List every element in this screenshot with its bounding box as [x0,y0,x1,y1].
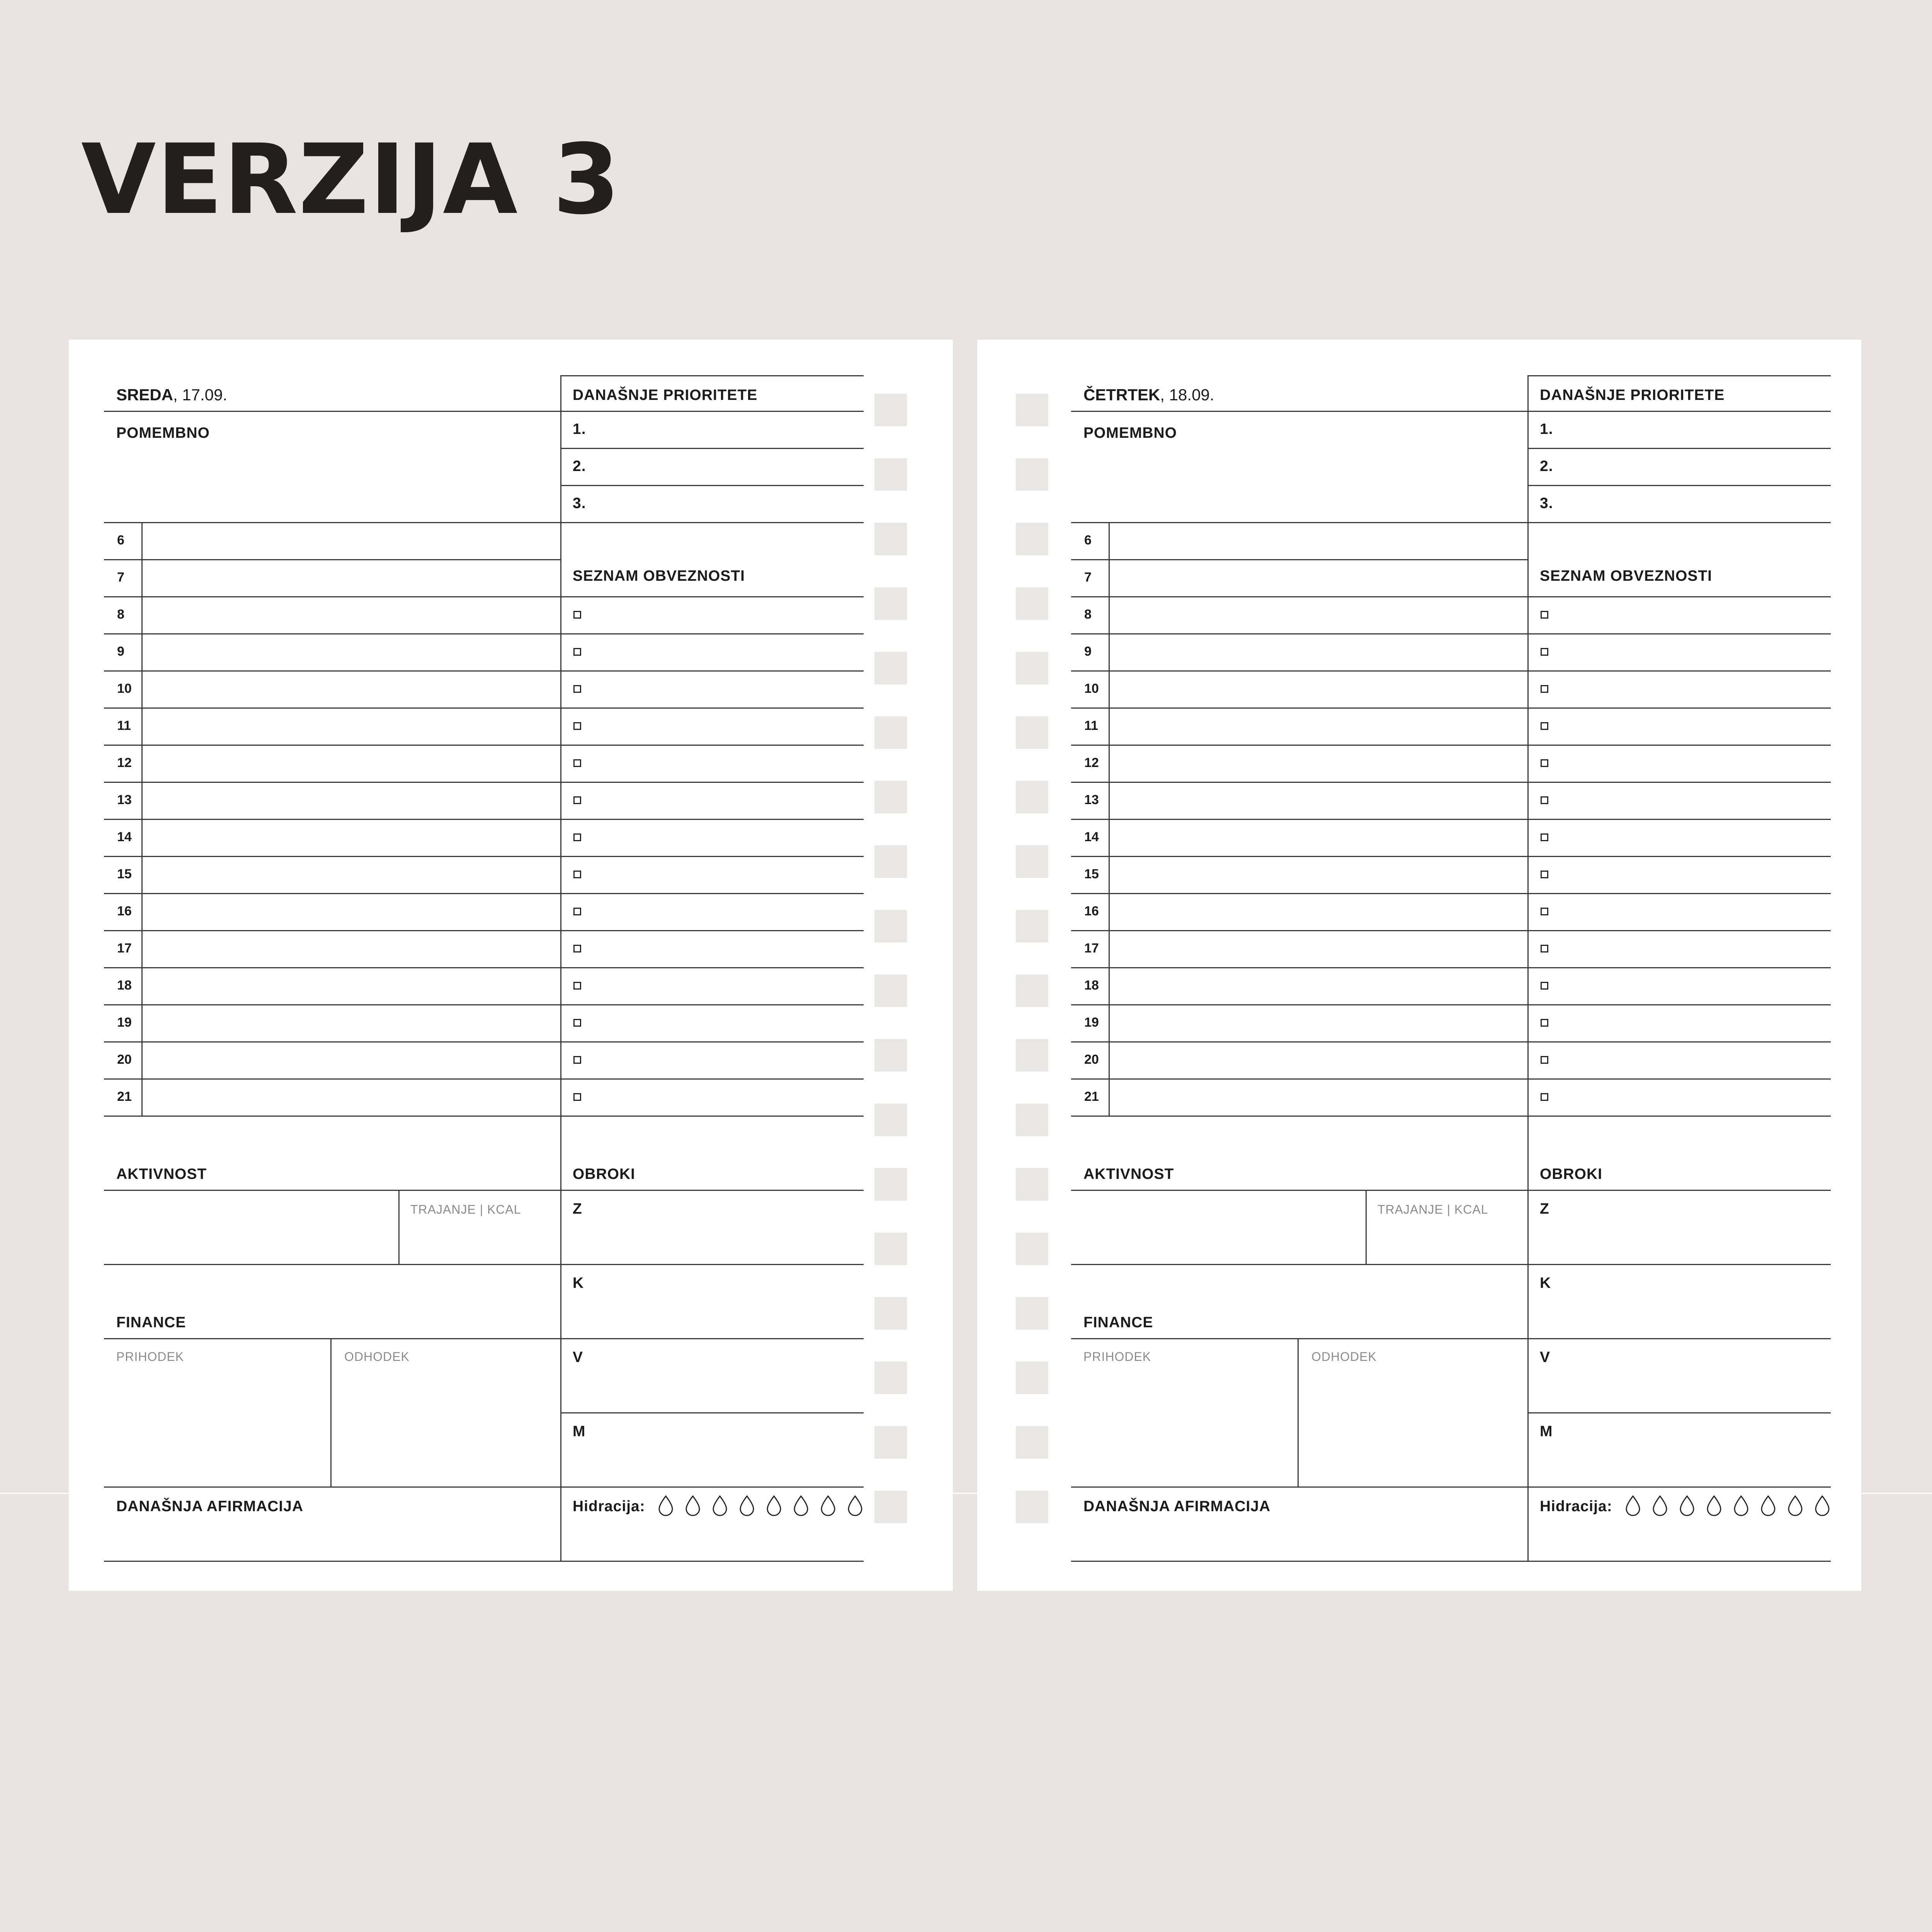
todo-checkbox[interactable] [1541,611,1548,619]
income-label: PRIHODEK [116,1350,184,1364]
schedule-row-line [104,856,560,857]
todo-rule [560,670,864,672]
schedule-row-line [104,1078,560,1080]
priority-number: 3. [1540,495,1553,512]
todo-rule [560,782,864,783]
water-drop-icon[interactable] [1759,1495,1777,1517]
todo-rule [1527,1078,1831,1080]
schedule-row-line [1071,1078,1527,1080]
water-drop-icon[interactable] [711,1495,729,1517]
schedule-row-line [1071,559,1527,560]
todo-rule [1527,670,1831,672]
hour-label: 11 [117,718,131,733]
schedule-row-line [104,1004,560,1005]
todo-rule [1527,856,1831,857]
hour-label: 13 [117,793,132,807]
activity-divider [1366,1190,1367,1264]
todo-checkbox[interactable] [1541,722,1548,730]
hour-label: 12 [117,755,132,770]
todo-rule [560,893,864,894]
todo-rule [560,633,864,634]
schedule-row-line [1071,707,1527,709]
schedule-top-rule [104,522,864,523]
planner-page-thursday [977,340,1861,1591]
todo-checkbox[interactable] [573,759,581,767]
date-heading [116,387,227,403]
hour-label: 8 [117,607,124,622]
binder-tab [1016,716,1048,749]
hour-label: 17 [1084,941,1099,956]
todo-rule [560,819,864,820]
priority-number: 3. [573,495,586,512]
affirmation-rule [104,1486,864,1488]
meal-label: Z [1540,1201,1549,1217]
priority-rule [560,485,864,486]
finance-divider [1298,1338,1299,1486]
schedule-row-line [1071,596,1527,597]
binder-tab [874,845,907,878]
schedule-row-line [1071,1041,1527,1043]
todo-checkbox[interactable] [573,833,581,841]
hour-label: 7 [1084,570,1092,585]
date: , 18.09. [1160,386,1214,404]
hour-label: 16 [117,904,132,918]
finance-divider [330,1338,332,1486]
todo-checkbox[interactable] [573,1056,581,1064]
todo-checkbox[interactable] [573,871,581,878]
binder-tab [874,587,907,620]
todo-rule [1527,1116,1831,1117]
income-label: PRIHODEK [1083,1350,1151,1364]
todo-rule [1527,782,1831,783]
schedule-row-line [1071,670,1527,672]
water-drop-icon[interactable] [738,1495,756,1517]
binder-tab [874,1491,907,1523]
todo-checkbox[interactable] [573,945,581,952]
binder-tab [1016,1039,1048,1071]
hour-label: 18 [117,978,132,993]
schedule-row-line [104,819,560,820]
todo-rule [1527,596,1831,597]
todo-rule [560,1004,864,1005]
todo-checkbox[interactable] [573,796,581,804]
hour-label: 9 [1084,644,1092,659]
hour-label: 6 [1084,533,1092,548]
finance-rule [1071,1338,1831,1339]
important-label: POMEMBNO [116,425,210,441]
affirmation-rule [1071,1486,1831,1488]
schedule-row-line [1071,856,1527,857]
binder-tabs [1016,394,1048,1565]
water-drop-icon[interactable] [657,1495,675,1517]
priority-rule [1527,485,1831,486]
hour-label: 18 [1084,978,1099,993]
water-drop-icon[interactable] [1624,1495,1642,1517]
schedule-row-line [1071,893,1527,894]
binder-tab [1016,1362,1048,1394]
water-drop-icon[interactable] [1651,1495,1669,1517]
hour-label: 19 [117,1015,132,1030]
binder-tab [1016,910,1048,942]
hour-label: 10 [1084,681,1099,696]
priority-number: 1. [1540,421,1553,437]
water-drop-icon[interactable] [1678,1495,1696,1517]
binder-tab [1016,1426,1048,1459]
hour-label: 19 [1084,1015,1099,1030]
priority-number: 2. [573,458,586,474]
todo-checkbox[interactable] [1541,833,1548,841]
meal-label: Z [573,1201,582,1217]
todo-checkbox[interactable] [573,908,581,915]
priority-rule [560,448,864,449]
todo-checkbox[interactable] [1541,982,1548,990]
water-drop-icon[interactable] [1813,1495,1831,1517]
hour-label: 8 [1084,607,1092,622]
binder-tab [874,652,907,684]
todo-rule [560,930,864,931]
schedule-row-line [104,745,560,746]
binder-tab [874,1426,907,1459]
todo-rule [560,707,864,709]
todo-checkbox[interactable] [1541,1019,1548,1027]
water-drop-icon[interactable] [765,1495,783,1517]
binder-tab [1016,1233,1048,1265]
schedule-row-line [104,596,560,597]
todo-rule [1527,893,1831,894]
binder-tab [1016,1491,1048,1523]
binder-tab [874,1362,907,1394]
header-rule [104,411,864,412]
schedule-row-line [104,967,560,968]
finance-label: FINANCE [1083,1314,1153,1331]
schedule-row-line [104,559,560,560]
binder-tab [1016,458,1048,491]
page-bottom-rule [104,1561,864,1562]
todo-checkbox[interactable] [1541,1093,1548,1101]
binder-tab [874,1039,907,1071]
schedule-row-line [104,633,560,634]
todo-rule [1527,745,1831,746]
binder-tab [874,781,907,813]
hour-label: 12 [1084,755,1099,770]
hour-label: 20 [117,1052,132,1067]
weekday: SREDA [116,386,173,404]
todo-rule [1527,707,1831,709]
hour-label: 14 [1084,830,1099,844]
schedule-row-line [1071,633,1527,634]
todo-rule [1527,1041,1831,1043]
activity-label: AKTIVNOST [1083,1166,1174,1182]
header-rule [1527,375,1831,376]
hour-label: 21 [117,1089,132,1104]
schedule-row-line [1071,1004,1527,1005]
schedule-row-line [1071,930,1527,931]
meal-label: K [573,1275,584,1291]
todo-rule [560,856,864,857]
todo-checkbox[interactable] [1541,648,1548,656]
schedule-top-rule [1071,522,1831,523]
hour-label: 7 [117,570,124,585]
todo-rule [1527,633,1831,634]
priorities-title: DANAŠNJE PRIORITETE [1540,387,1725,403]
hour-label: 15 [1084,867,1099,881]
meal-label: K [1540,1275,1551,1291]
todo-checkbox[interactable] [573,611,581,619]
schedule-bottom-rule [1071,1116,1527,1117]
todo-rule [1527,819,1831,820]
meal-rule [560,1412,864,1413]
schedule-row-line [104,670,560,672]
planner-grid [104,375,864,1559]
binder-tab [874,1104,907,1136]
todo-checkbox[interactable] [573,648,581,656]
meals-label: OBROKI [1540,1166,1602,1182]
todo-checkbox[interactable] [1541,1056,1548,1064]
todo-rule [560,745,864,746]
todo-rule [560,967,864,968]
meal-label: V [1540,1349,1551,1366]
binder-tab [874,975,907,1007]
binder-tab [874,910,907,942]
binder-tab [1016,1297,1048,1330]
hydration-label: Hidracija: [573,1498,645,1515]
page-headline: VERZIJA 3 [81,123,621,236]
schedule-row-line [1071,782,1527,783]
finance-rule [104,1338,864,1339]
hour-label: 20 [1084,1052,1099,1067]
affirmation-label: DANAŠNJA AFIRMACIJA [1083,1498,1271,1515]
schedule-row-line [104,930,560,931]
binder-tab [1016,1104,1048,1136]
water-drop-icon[interactable] [1786,1495,1804,1517]
header-rule [1071,411,1831,412]
date: , 17.09. [173,386,228,404]
expense-label: ODHODEK [1311,1350,1377,1364]
hour-label: 9 [117,644,124,659]
schedule-row-line [104,707,560,709]
date-heading [1083,387,1214,403]
binder-tab [1016,523,1048,555]
weekday: ČETRTEK [1083,386,1160,404]
todo-rule [1527,967,1831,968]
hour-label: 11 [1084,718,1098,733]
binder-tab [874,1297,907,1330]
duration-label: TRAJANJE | KCAL [1378,1202,1488,1216]
todo-checkbox[interactable] [573,1093,581,1101]
schedule-row-line [1071,967,1527,968]
hour-label: 14 [117,830,132,844]
hydration-label: Hidracija: [1540,1498,1612,1515]
binder-tab [874,523,907,555]
todo-checkbox[interactable] [573,685,581,693]
hour-label: 16 [1084,904,1099,918]
binder-tab [1016,652,1048,684]
binder-tab [1016,975,1048,1007]
important-label: POMEMBNO [1083,425,1177,441]
water-drop-icon[interactable] [846,1495,864,1517]
meal-label: V [573,1349,583,1366]
todo-checkbox[interactable] [573,722,581,730]
binder-tab [1016,845,1048,878]
todo-checkbox[interactable] [573,982,581,990]
water-drop-icon[interactable] [1705,1495,1723,1517]
hour-label: 15 [117,867,132,881]
todo-checkbox[interactable] [1541,945,1548,952]
water-drop-icon[interactable] [819,1495,837,1517]
activity-rule [1071,1190,1831,1191]
priority-rule [1527,448,1831,449]
activity-rule [104,1190,864,1191]
water-drop-icon[interactable] [792,1495,810,1517]
schedule-row-line [1071,745,1527,746]
binder-tabs [874,394,907,1565]
schedule-row-line [1071,819,1527,820]
todo-rule [1527,1004,1831,1005]
planner-page-wednesday [69,340,953,1591]
meals-label: OBROKI [573,1166,635,1182]
page-bottom-rule [1071,1561,1831,1562]
activity-label: AKTIVNOST [116,1166,207,1182]
binder-tab [1016,587,1048,620]
todo-rule [560,1041,864,1043]
activity-bottom-rule [104,1264,864,1265]
todo-checkbox[interactable] [1541,796,1548,804]
todo-checkbox[interactable] [1541,685,1548,693]
binder-tab [1016,781,1048,813]
todo-checkbox[interactable] [1541,871,1548,878]
hour-label: 21 [1084,1089,1099,1104]
todo-rule [1527,930,1831,931]
todo-rule [560,1078,864,1080]
schedule-row-line [104,1041,560,1043]
todo-rule [560,1116,864,1117]
todo-checkbox[interactable] [1541,759,1548,767]
hour-label: 13 [1084,793,1099,807]
priority-number: 2. [1540,458,1553,474]
activity-divider [398,1190,400,1264]
binder-tab [874,1168,907,1201]
binder-tab [874,458,907,491]
binder-tab [1016,1168,1048,1201]
header-rule [560,375,864,376]
todo-checkbox[interactable] [1541,908,1548,915]
hour-label: 17 [117,941,132,956]
binder-tab [874,716,907,749]
water-drop-icon[interactable] [684,1495,702,1517]
priorities-title: DANAŠNJE PRIORITETE [573,387,758,403]
water-drop-icon[interactable] [1732,1495,1750,1517]
todo-title: SEZNAM OBVEZNOSTI [1540,568,1713,584]
activity-bottom-rule [1071,1264,1831,1265]
todo-title: SEZNAM OBVEZNOSTI [573,568,745,584]
meal-rule [1527,1412,1831,1413]
binder-tab [1016,394,1048,426]
finance-label: FINANCE [116,1314,186,1331]
meal-label: M [1540,1423,1553,1440]
meal-label: M [573,1423,586,1440]
todo-rule [560,596,864,597]
schedule-row-line [104,893,560,894]
todo-checkbox[interactable] [573,1019,581,1027]
schedule-bottom-rule [104,1116,560,1117]
duration-label: TRAJANJE | KCAL [410,1202,521,1216]
schedule-row-line [104,782,560,783]
hour-label: 6 [117,533,124,548]
binder-tab [874,1233,907,1265]
affirmation-label: DANAŠNJA AFIRMACIJA [116,1498,304,1515]
planner-grid [1071,375,1831,1559]
hour-label: 10 [117,681,132,696]
expense-label: ODHODEK [344,1350,410,1364]
priority-number: 1. [573,421,586,437]
binder-tab [874,394,907,426]
